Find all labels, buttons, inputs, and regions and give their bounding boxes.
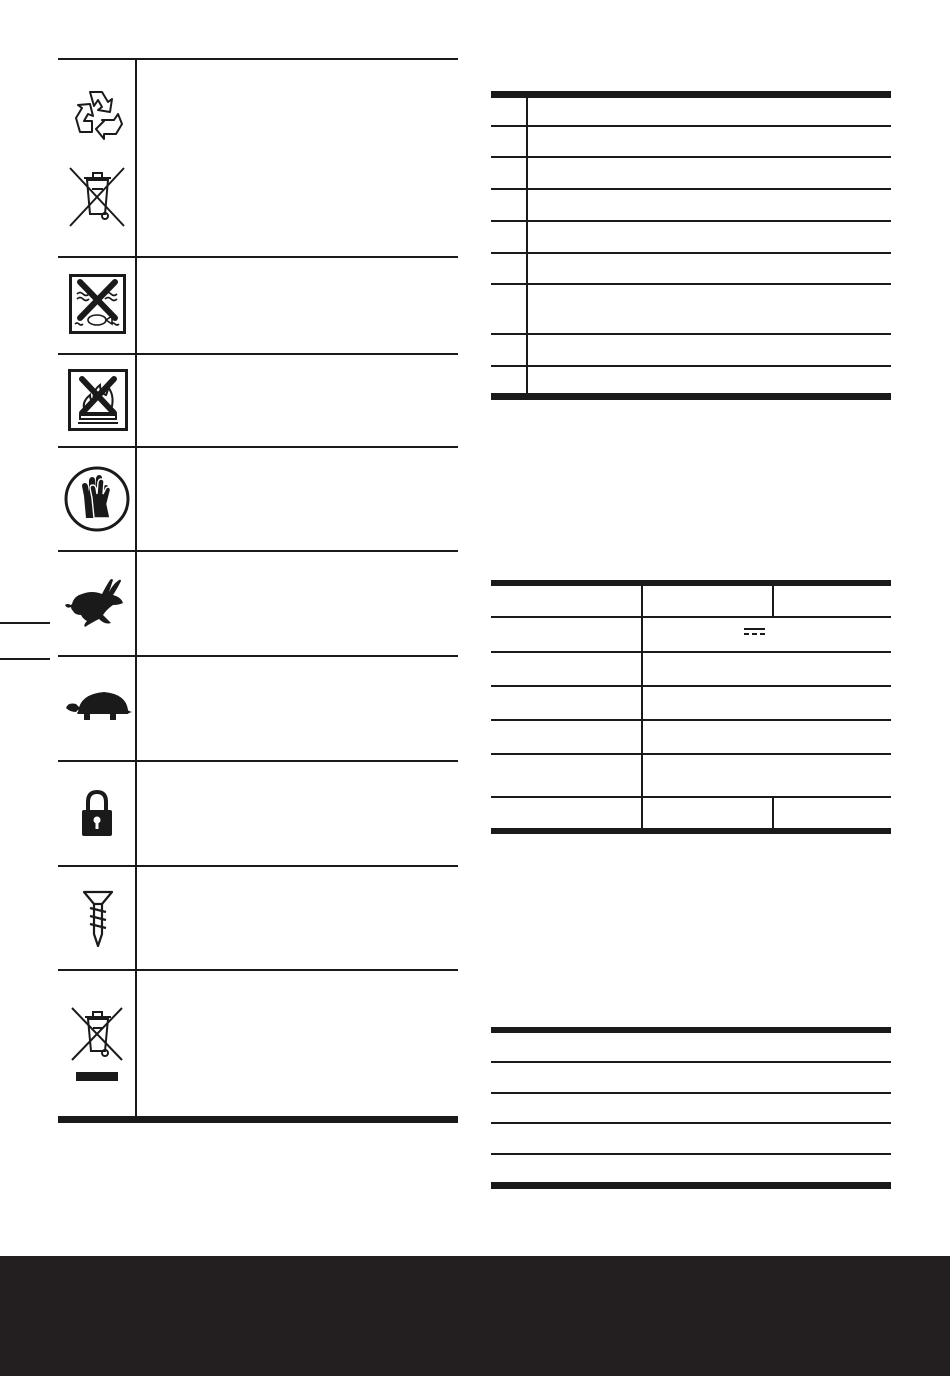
- table-rule: [491, 828, 891, 834]
- row-separator: [491, 1092, 891, 1094]
- noise-data-table: [0, 1020, 950, 1200]
- gloves-icon: [64, 466, 130, 532]
- table-rule: [491, 1182, 891, 1189]
- row-separator: [491, 685, 891, 687]
- column-divider: [641, 580, 643, 830]
- row-separator: [491, 796, 891, 798]
- column-divider: [526, 91, 528, 399]
- row-separator: [58, 969, 458, 971]
- technical-data-table: [0, 570, 950, 840]
- row-separator: [491, 365, 891, 367]
- row-separator: [491, 616, 891, 618]
- row-separator: [491, 283, 891, 285]
- row-separator: [491, 220, 891, 222]
- table-rule: [491, 393, 891, 400]
- row-separator: [491, 156, 891, 158]
- row-separator: [491, 252, 891, 254]
- column-divider: [772, 580, 774, 616]
- column-divider: [772, 797, 774, 830]
- row-separator: [58, 446, 458, 448]
- row-separator: [58, 550, 458, 552]
- screw-icon: [82, 890, 114, 948]
- row-separator: [491, 753, 891, 755]
- row-separator: [58, 865, 458, 867]
- table-rule: [491, 91, 891, 98]
- row-separator: [491, 1153, 891, 1155]
- row-separator: [491, 188, 891, 190]
- footer-band: [0, 1256, 950, 1376]
- row-separator: [491, 333, 891, 335]
- row-separator: [491, 1061, 891, 1063]
- row-separator: [491, 719, 891, 721]
- row-separator: [491, 125, 891, 127]
- dc-symbol: [744, 627, 766, 637]
- row-separator: [491, 651, 891, 653]
- row-separator: [491, 1122, 891, 1124]
- component-list-table: [0, 0, 950, 410]
- table-rule: [491, 580, 891, 586]
- table-rule: [491, 1027, 891, 1033]
